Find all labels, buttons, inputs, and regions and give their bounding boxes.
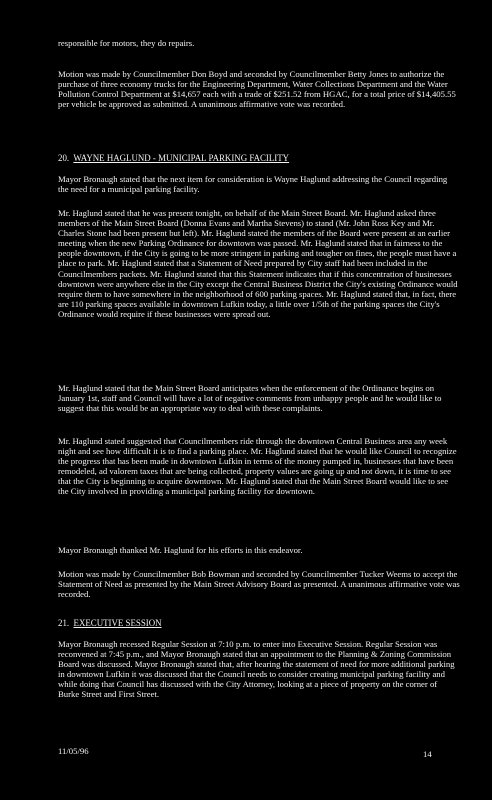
item-20-title: WAYNE HAGLUND - MUNICIPAL PARKING FACILITY [73,153,290,163]
item-20-intro-paragraph: Mayor Bronaugh stated that the next item for consideration is Wayne Haglund addressing the Council regarding the need for a municipal parking facility. [58,174,448,195]
page-number: 14 [423,749,432,759]
motion-trucks-paragraph: Motion was made by Councilmember Don Boyd and seconded by Councilmember Betty Jones to authorize the purchase of three economy trucks for the Engineering Department, Water Collections Department and the Water Pollution Control Department at $14,657 each with a trade of $251.52 from HGAC, for a total price of $14,405.55 per vehicle be approved as submitted. A unanimous affirmative vote was recorded. [58,69,456,110]
executive-session-paragraph: Mayor Bronaugh recessed Regular Session at 7:10 p.m. to enter into Executive Session. Regular Session was reconvened at 7:45 p.m., and Mayor Bronaugh stated that an appointment to the Planning & Zoning Commission Board was discussed. Mayor Bronaugh stated that, after hearing the statement of need for more additional parking in downtown Lufkin it was discussed that the Council needs to consider creating municipal parking facility and while doing that Council has discussed with the City Attorney, looking at a piece of property on the corner of Burke Street and First Street. [58,639,455,700]
item-21-title: EXECUTIVE SESSION [73,618,162,628]
haglund-statement-paragraph-2: Mr. Haglund stated that the Main Street Board anticipates when the enforcement of the Ordinance begins on January 1st, staff and Council will have a lot of negative comments from unhappy people and he would like to suggest that this would be an appropriate way to deal with these complaints. [58,383,442,414]
item-20-number: 20. [58,153,70,163]
carryover-line: responsible for motors, they do repairs. [58,38,195,48]
item-21-number: 21. [58,618,70,628]
motion-statement-of-need-paragraph: Motion was made by Councilmember Bob Bowman and seconded by Councilmember Tucker Weems to accept the Statement of Need as presented by the Main Street Advisory Board as presented. A unanimous affirmative vote was recorded. [58,569,460,600]
item-20-heading [58,153,460,163]
haglund-statement-paragraph-3: Mr. Haglund stated suggested that Councilmembers ride through the downtown Central Business area any week night and see how difficult it is to find a parking place. Mr. Haglund stated that he would like Council to recognize the progress that has been made in downtown Lufkin in terms of the money pumped in, businesses that have been remodeled, ad valorem taxes that are being collected, property values are going up and not down, it is time to see that the City is beginning to acquire downtown. Mr. Haglund stated that the Main Street Board would like to see the City involved in providing a municipal parking facility for downtown. [58,436,457,497]
haglund-statement-paragraph-1: Mr. Haglund stated that he was present tonight, on behalf of the Main Street Board. Mr. Haglund asked three members of the Main Street Board (Donna Evans and Martha Stevens) to stand (Mr. John Ross Key and Mr. Charles Stone had been present but left). Mr. Haglund stated the members of the Board were present at an earlier meeting when the new Parking Ordinance for downtown was passed. Mr. Haglund stated that in fairness to the people downtown, if the City is going to be more stringent in parking and tougher on fines, the people must have a place to park. Mr. Haglund stated that a Statement of Need prepared by City staff had been included in the Councilmembers packets. Mr. Haglund stated that this Statement indicates that if this concentration of businesses downtown were anywhere else in the City except the Central Business District the City's existing Ordinance would require them to have somewhere in the neighborhood of 600 parking spaces. Mr. Haglund stated that, in fact, there are 110 parking spaces available in downtown Lufkin today, a little over 1/5th of the parking spaces the City's Ordinance would require if these businesses were spread out. [58,208,458,319]
footer-date: 11/05/96 [58,746,89,756]
item-21-heading [58,618,460,628]
mayor-thanks-paragraph: Mayor Bronaugh thanked Mr. Haglund for his efforts in this endeavor. [58,545,303,555]
